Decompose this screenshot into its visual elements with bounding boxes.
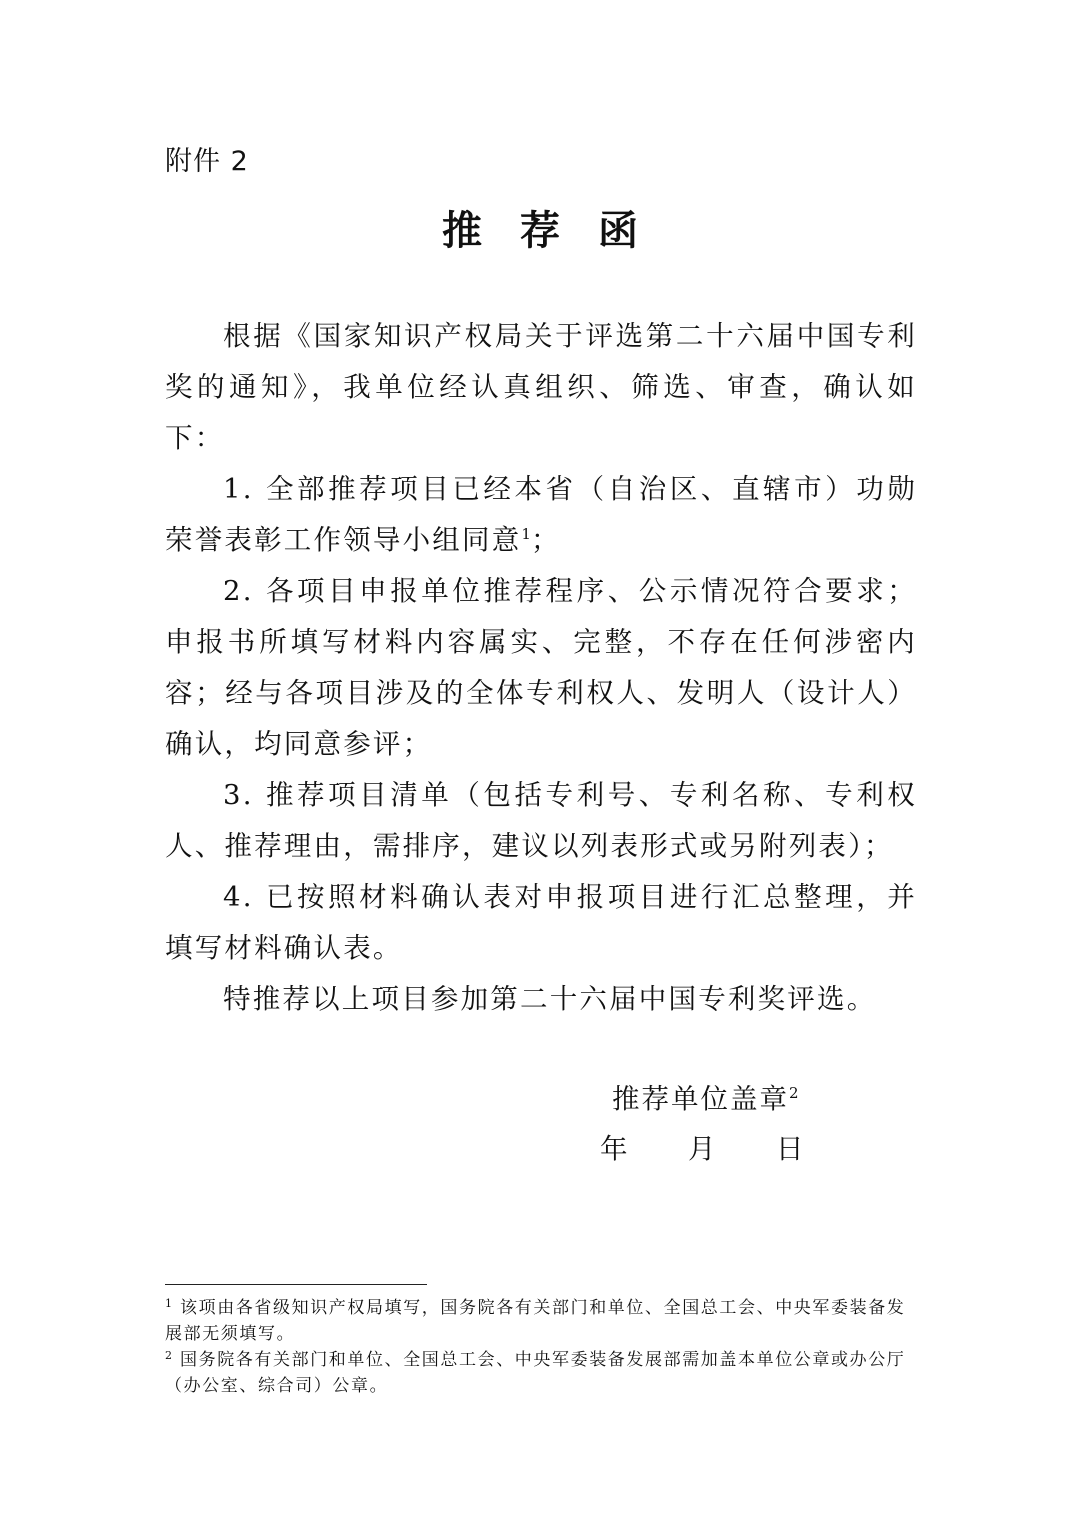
date-year: 年 [600, 1133, 628, 1165]
paragraph-tail: ； [530, 524, 561, 556]
footnote-1 [165, 1295, 917, 1347]
date-month: 月 [688, 1133, 716, 1165]
letter-body [165, 311, 917, 1025]
footnote-divider [165, 1284, 427, 1285]
date-day: 日 [776, 1133, 804, 1165]
footnotes [165, 1295, 917, 1399]
document-title: 推荐函 [442, 207, 676, 254]
paragraph-item-3 [165, 770, 917, 872]
footnote-text: 国务院各有关部门和单位、全国总工会、中央军委装备发展部需加盖本单位公章或办公厅（办公室、综合司）公章。 [165, 1350, 906, 1396]
footnote-2 [165, 1347, 917, 1399]
paragraph-text: 根据《国家知识产权局关于评选第二十六届中国专利奖的通知》，我单位经认真组织、筛选、审查，确认如下： [165, 320, 917, 454]
paragraph-item-4 [165, 872, 917, 974]
date-line [600, 1128, 804, 1170]
stamp-label [612, 1078, 799, 1120]
paragraph-text: 2. 各项目申报单位推荐程序、公示情况符合要求；申报书所填写材料内容属实、完整，不存在任何涉密内容；经与各项目涉及的全体专利权人、发明人（设计人）确认，均同意参评； [165, 575, 917, 760]
footnote-ref-1: 1 [521, 525, 531, 543]
footnote-text: 该项由各省级知识产权局填写，国务院各有关部门和单位、全国总工会、中央军委装备发展部无须填写。 [165, 1298, 906, 1344]
paragraph-intro [165, 311, 917, 464]
footnote-mark: 2 [165, 1349, 172, 1362]
attachment-label: 附件 2 [165, 146, 249, 177]
paragraph-closing [165, 974, 917, 1025]
paragraph-text: 3. 推荐项目清单（包括专利号、专利名称、专利权人、推荐理由，需排序，建议以列表形式或另附列表）； [165, 779, 917, 862]
paragraph-item-1 [165, 464, 917, 566]
stamp-text: 推荐单位盖章 [612, 1083, 789, 1115]
paragraph-text: 1. 全部推荐项目已经本省（自治区、直辖市）功勋荣誉表彰工作领导小组同意 [165, 473, 917, 556]
footnote-mark: 1 [165, 1297, 172, 1310]
paragraph-item-2 [165, 566, 917, 770]
paragraph-text: 特推荐以上项目参加第二十六届中国专利奖评选。 [223, 983, 877, 1015]
footnote-ref-2: 2 [789, 1084, 799, 1102]
paragraph-text: 4. 已按照材料确认表对申报项目进行汇总整理，并填写材料确认表。 [165, 881, 917, 964]
